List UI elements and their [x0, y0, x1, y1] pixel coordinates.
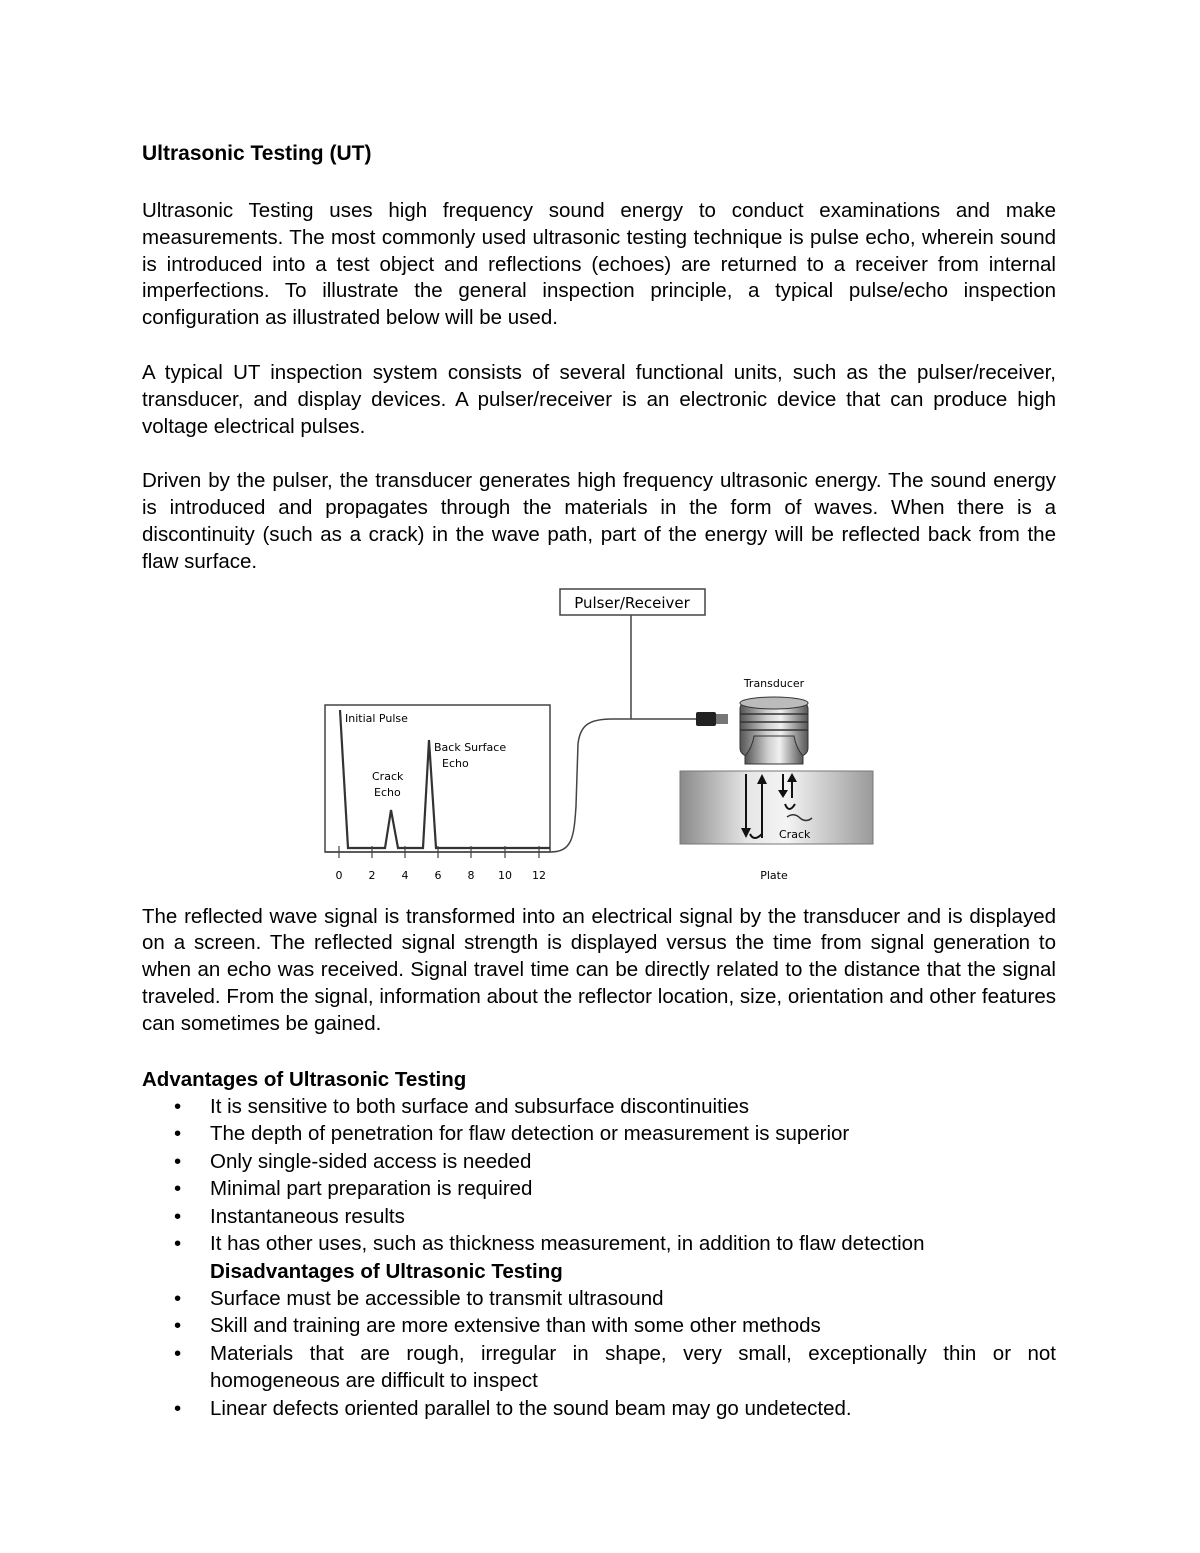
tick-label: 2	[368, 868, 376, 882]
list-item: • Linear defects oriented parallel to the sound beam may go undetected.	[142, 1395, 1056, 1423]
pulser-receiver-label: Pulser/Receiver	[574, 593, 690, 612]
tick-label: 4	[401, 868, 409, 882]
screen-cable	[550, 719, 631, 852]
bullet-icon: •	[174, 1286, 182, 1310]
list-item: • Minimal part preparation is required	[142, 1175, 1056, 1203]
disadvantages-heading: Disadvantages of Ultrasonic Testing	[210, 1259, 563, 1283]
bullet-icon: •	[174, 1314, 182, 1338]
transducer-connector-neck	[716, 714, 728, 724]
bullet-icon: •	[174, 1341, 182, 1365]
bullet-icon: •	[174, 1396, 182, 1420]
crack-echo-label-line2: Echo	[374, 785, 401, 799]
transducer-connector	[696, 712, 716, 726]
back-surface-label-line1: Back Surface	[434, 740, 507, 754]
ut-diagram-svg	[142, 576, 1056, 896]
display-screen	[325, 705, 550, 852]
bullet-icon: •	[174, 1177, 182, 1201]
list-item: • Surface must be accessible to transmit ultrasound	[142, 1285, 1056, 1313]
bullet-icon: •	[174, 1232, 182, 1256]
ut-diagram	[142, 576, 1056, 896]
crack-echo-label-line1: Crack	[372, 769, 404, 783]
tick-label: 0	[335, 868, 343, 882]
initial-pulse-label: Initial Pulse	[345, 711, 408, 725]
crack-label: Crack	[779, 827, 811, 841]
page-title: Ultrasonic Testing (UT)	[142, 142, 372, 165]
list-item: • The depth of penetration for flaw detection or measurement is superior	[142, 1120, 1056, 1148]
test-plate	[680, 771, 873, 844]
paragraph-intro: Ultrasonic Testing uses high frequency sound energy to conduct examinations and make measurements. The most commonly used ultrasonic testing technique is pulse echo, wherein sound is introduced into a test object and reflections (echoes) are returned to a receiver from internal imperfections. To illustrate the general inspection principle, a typical pulse/echo inspection configuration as illustrated below will be used.	[142, 199, 1056, 330]
bullet-icon: •	[174, 1094, 182, 1118]
bullet-icon: •	[174, 1204, 182, 1228]
paragraph-pulser: Driven by the pulser, the transducer generates high frequency ultrasonic energy. The sound energy is introduced and propagates through the materials in the form of waves. When there is a discontinuity (such as a crack) in the wave path, part of the energy will be reflected back from the flaw surface.	[142, 469, 1056, 573]
plate-label: Plate	[760, 868, 788, 882]
list-item: • It is sensitive to both surface and subsurface discontinuities	[142, 1093, 1056, 1121]
transducer-top	[740, 697, 808, 709]
transducer-label: Transducer	[743, 676, 805, 690]
bullet-icon: •	[174, 1149, 182, 1173]
transducer-base	[745, 736, 803, 764]
list-item: • Only single-sided access is needed	[142, 1148, 1056, 1176]
document-page	[142, 140, 1056, 1422]
tick-label: 10	[498, 868, 512, 882]
list-item: • Instantaneous results	[142, 1203, 1056, 1231]
advantages-heading: Advantages of Ultrasonic Testing	[142, 1067, 467, 1091]
back-surface-label-line2: Echo	[442, 756, 469, 770]
tick-label: 12	[532, 868, 546, 882]
bullet-icon: •	[174, 1122, 182, 1146]
list-item: • Materials that are rough, irregular in shape, very small, exceptionally thin or not homogeneous are difficult to inspect	[174, 1341, 1056, 1393]
advantages-list	[142, 1093, 1056, 1258]
tick-label: 8	[467, 868, 475, 882]
disadvantages-list	[142, 1285, 1056, 1423]
tick-label: 6	[434, 868, 442, 882]
paragraph-signal: The reflected wave signal is transformed into an electrical signal by the transducer and is displayed on a screen. The reflected signal strength is displayed versus the time from signal generation to when an echo was received. Signal travel time can be directly related to the distance that the signal traveled. From the signal, information about the reflector location, size, orientation and other features can sometimes be gained.	[142, 904, 1056, 1035]
paragraph-system: A typical UT inspection system consists of several functional units, such as the pulser/receiver, transducer, and display devices. A pulser/receiver is an electronic device that can produce high voltage electrical pulses.	[142, 360, 1056, 438]
list-item: • Skill and training are more extensive than with some other methods	[142, 1312, 1056, 1340]
list-item: • It has other uses, such as thickness measurement, in addition to flaw detection	[142, 1230, 1056, 1258]
